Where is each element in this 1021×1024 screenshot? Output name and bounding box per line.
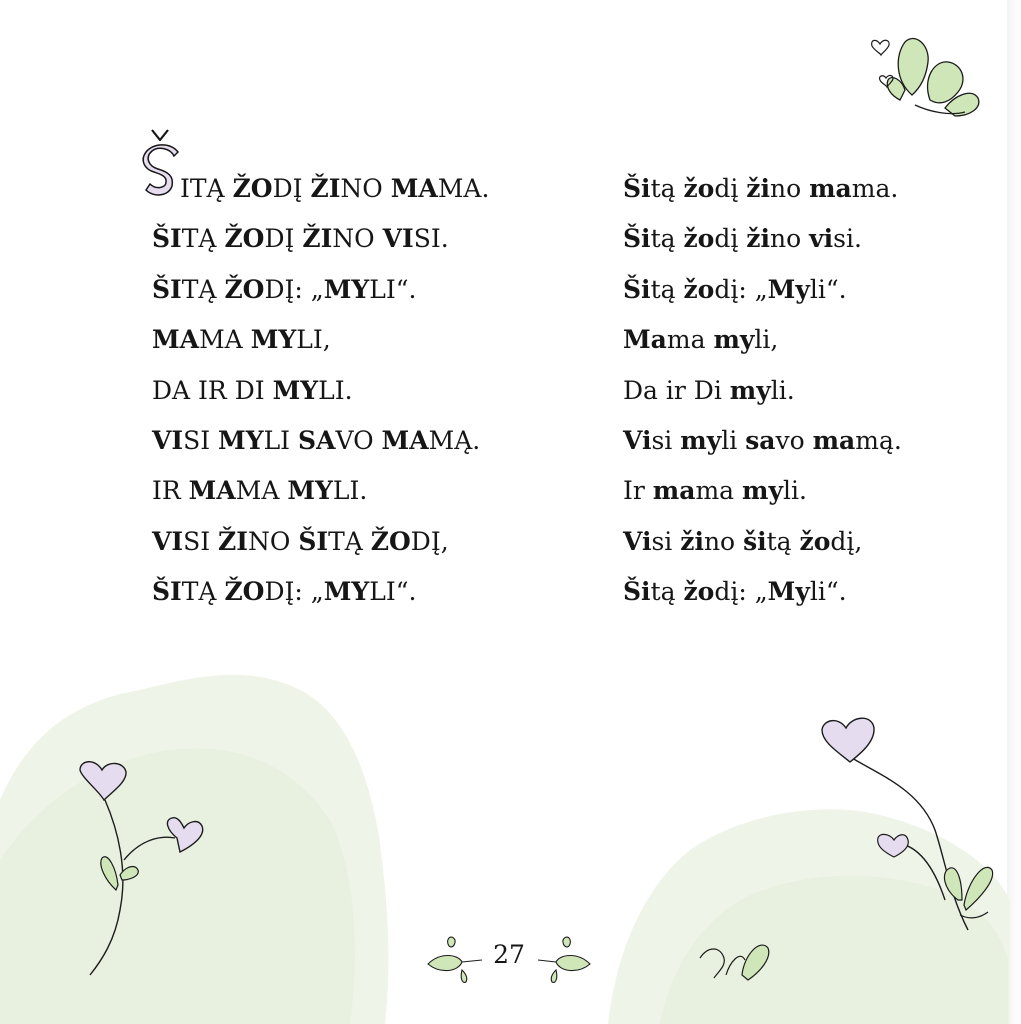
- syllable: dį: [714, 224, 747, 254]
- syllable: Ši: [623, 274, 651, 304]
- syllable: My: [767, 577, 810, 607]
- syllable: My: [767, 274, 810, 304]
- syllable: MA.: [437, 174, 490, 203]
- syllable: tą: [650, 174, 684, 203]
- syllable: ma: [652, 476, 696, 506]
- syllable: my: [680, 425, 722, 455]
- syllable: ši: [743, 526, 767, 556]
- syllable: si: [651, 425, 681, 455]
- syllable: VI: [152, 526, 184, 556]
- syllable: li.: [770, 375, 795, 405]
- poem-line: [152, 416, 489, 466]
- poem-line: [623, 315, 902, 365]
- syllable: MY: [218, 425, 264, 455]
- syllable: TĄ: [181, 274, 225, 304]
- syllable: IR: [152, 476, 189, 506]
- poem-line: [623, 567, 902, 617]
- syllable: dį: „: [714, 577, 768, 607]
- syllable: ŽO: [224, 274, 265, 304]
- poem-line: [623, 214, 902, 264]
- poem-line: [623, 517, 902, 567]
- syllable: SI: [183, 526, 219, 556]
- syllable: ži: [746, 174, 770, 203]
- syllable: Ir: [623, 476, 653, 506]
- syllable: LI“.: [369, 577, 417, 607]
- syllable: ŠI: [152, 577, 182, 607]
- syllable: Ma: [623, 325, 667, 355]
- syllable: dį: „: [714, 274, 768, 304]
- syllable: ŽO: [224, 577, 265, 607]
- syllable: LI“.: [369, 274, 417, 304]
- syllable: DĮ: „: [264, 577, 324, 607]
- poem-line: [152, 366, 489, 416]
- syllable: TĄ: [181, 224, 225, 254]
- syllable: dį: [714, 174, 747, 203]
- syllable: mą.: [855, 425, 902, 455]
- syllable: žo: [799, 526, 831, 556]
- syllable: dį,: [830, 526, 863, 556]
- poem-line: [623, 265, 902, 315]
- syllable: tą: [766, 526, 800, 556]
- poem-uppercase-column: [152, 164, 489, 618]
- poem-line: [152, 466, 489, 516]
- syllable: Vi: [623, 526, 652, 556]
- syllable: ma.: [851, 174, 899, 203]
- syllable: LI,: [296, 325, 331, 355]
- syllable: žo: [683, 274, 715, 304]
- page-number: 27: [493, 940, 525, 969]
- syllable: ma: [809, 174, 852, 203]
- dropcap-glyph: Š: [140, 124, 141, 125]
- syllable: MA: [199, 325, 251, 355]
- syllable: sa: [745, 425, 776, 455]
- syllable: SI.: [413, 224, 449, 254]
- syllable: MA: [235, 476, 288, 506]
- syllable: DĮ: „: [264, 274, 324, 304]
- syllable: ŽI: [302, 224, 333, 254]
- syllable: MY: [323, 577, 370, 607]
- syllable: TĄ: [328, 526, 371, 556]
- syllable: li“.: [809, 274, 847, 304]
- poem-line: [623, 416, 902, 466]
- syllable: ži: [680, 526, 704, 556]
- syllable: li.: [782, 476, 807, 506]
- syllable: SA: [298, 425, 336, 455]
- syllable: DA IR DI: [152, 375, 273, 405]
- syllable: si.: [833, 224, 862, 254]
- syllable: SI: [183, 425, 219, 455]
- syllable: ŽI: [218, 526, 248, 556]
- syllable: TĄ: [181, 577, 225, 607]
- syllable: ITĄ: [180, 174, 233, 203]
- poem-line: [152, 265, 489, 315]
- syllable: my: [742, 476, 783, 506]
- syllable: li: [721, 425, 746, 455]
- syllable: VI: [382, 224, 414, 254]
- syllable: LI: [263, 425, 299, 455]
- syllable: ŽO: [232, 174, 273, 203]
- syllable: MA: [381, 425, 429, 455]
- syllable: žo: [683, 577, 715, 607]
- syllable: NO: [340, 174, 391, 203]
- syllable: ŠI: [152, 224, 182, 254]
- syllable: LI.: [318, 375, 353, 405]
- syllable: Ši: [623, 224, 651, 254]
- syllable: no: [703, 526, 744, 556]
- syllable: tą: [650, 577, 684, 607]
- syllable: ŠI: [152, 274, 182, 304]
- syllable: my: [713, 325, 755, 355]
- poem-line: [152, 164, 489, 214]
- syllable: li,: [754, 325, 779, 355]
- syllable: NO: [332, 224, 383, 254]
- syllable: ži: [746, 224, 770, 254]
- syllable: MA: [390, 174, 438, 203]
- syllable: ma: [695, 476, 742, 506]
- poem-lowercase-column: [623, 164, 902, 618]
- syllable: vo: [775, 425, 813, 455]
- syllable: no: [770, 174, 810, 203]
- syllable: VO: [335, 425, 382, 455]
- syllable: DĮ: [272, 174, 311, 203]
- syllable: MA: [152, 325, 200, 355]
- syllable: žo: [683, 174, 715, 203]
- syllable: ŽO: [370, 526, 411, 556]
- syllable: li“.: [809, 577, 847, 607]
- syllable: ŠI: [298, 526, 329, 556]
- syllable: ma: [666, 325, 714, 355]
- syllable: MĄ.: [428, 425, 481, 455]
- syllable: no: [770, 224, 810, 254]
- syllable: Ši: [623, 174, 651, 203]
- syllable: žo: [683, 224, 715, 254]
- poem-line: [152, 517, 489, 567]
- syllable: tą: [650, 274, 684, 304]
- syllable: my: [729, 375, 771, 405]
- syllable: MY: [287, 476, 333, 506]
- syllable: ŽO: [224, 224, 265, 254]
- dropcap-caron: [152, 130, 168, 140]
- syllable: Da ir Di: [623, 375, 730, 405]
- syllable: Ši: [623, 577, 651, 607]
- syllable: DĮ: [264, 224, 303, 254]
- syllable: Vi: [623, 425, 652, 455]
- poem-line: [623, 466, 902, 516]
- syllable: tą: [650, 224, 684, 254]
- poem-line: [152, 315, 489, 365]
- syllable: NO: [248, 526, 299, 556]
- syllable: LI.: [332, 476, 368, 506]
- poem-line: [152, 567, 489, 617]
- syllable: MA: [188, 476, 236, 506]
- syllable: vi: [809, 224, 834, 254]
- syllable: DĮ,: [410, 526, 449, 556]
- syllable: MY: [323, 274, 370, 304]
- syllable: MY: [272, 375, 319, 405]
- syllable: MY: [250, 325, 297, 355]
- syllable: VI: [152, 425, 184, 455]
- poem-line: [623, 366, 902, 416]
- poem-line: [623, 164, 902, 214]
- syllable: ma: [812, 425, 856, 455]
- poem-line: [152, 214, 489, 264]
- syllable: si: [651, 526, 681, 556]
- syllable: ŽI: [310, 174, 341, 203]
